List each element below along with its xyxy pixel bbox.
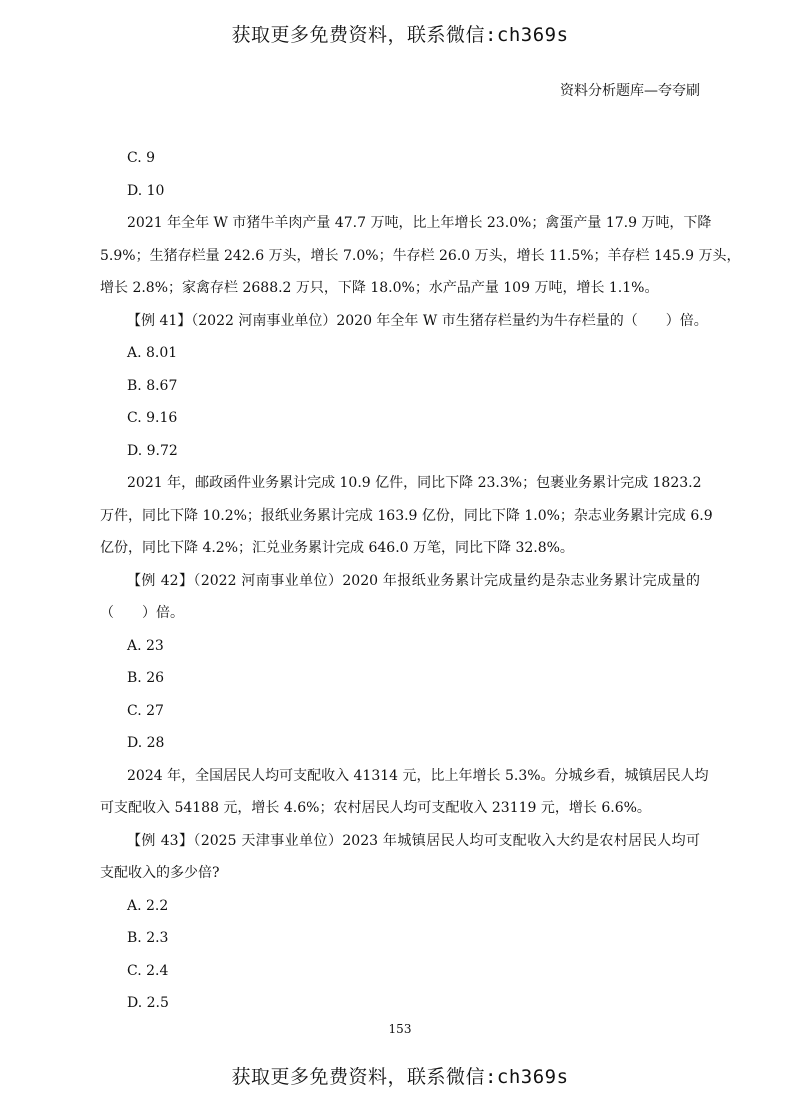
answer-option: B. 8.67 bbox=[127, 377, 178, 394]
paragraph-line: 支配收入的多少倍? bbox=[100, 865, 220, 881]
paragraph-line: 5.9%；生猪存栏量 242.6 万头，增长 7.0%；牛存栏 26.0 万头，增长 11.5%；羊存栏 145.9 万头， bbox=[100, 247, 741, 264]
answer-option: B. 26 bbox=[127, 670, 165, 686]
answer-option: C. 9 bbox=[127, 150, 156, 166]
answer-option: D. 2.5 bbox=[127, 995, 169, 1011]
question-line: 【例 42】（2022 河南事业单位）2020 年报纸业务累计完成量约是杂志业务累计完成量的 bbox=[127, 572, 700, 589]
answer-option: D. 9.72 bbox=[127, 442, 178, 459]
answer-option: B. 2.3 bbox=[127, 930, 169, 946]
answer-option: A. 2.2 bbox=[127, 897, 169, 914]
paragraph-line: 2021 年，邮政函件业务累计完成 10.9 亿件，同比下降 23.3%；包裹业务累计完成 1823.2 bbox=[127, 475, 702, 491]
paragraph-line: 万件，同比下降 10.2%；报纸业务累计完成 163.9 亿份，同比下降 1.0%；杂志业务累计完成 6.9 bbox=[100, 507, 713, 524]
running-header: 资料分析题库—夸夸刷 bbox=[560, 83, 700, 99]
paragraph-line: 2021 年全年 W 市猪牛羊肉产量 47.7 万吨，比上年增长 23.0%；禽蛋产量 17.9 万吨，下降 bbox=[127, 215, 712, 231]
question-line: 【例 43】（2025 天津事业单位）2023 年城镇居民人均可支配收入大约是农村居民人均可 bbox=[127, 832, 700, 849]
answer-option: A. 23 bbox=[127, 637, 164, 654]
paragraph-line: 可支配收入 54188 元，增长 4.6%；农村居民人均可支配收入 23119 元，增长 6.6%。 bbox=[100, 800, 651, 816]
paragraph-line: （ ）倍。 bbox=[100, 605, 184, 621]
answer-option: C. 2.4 bbox=[127, 962, 169, 979]
watermark-top: 获取更多免费资料，联系微信:ch369s bbox=[231, 24, 569, 46]
answer-option: C. 27 bbox=[127, 702, 164, 719]
answer-option: D. 28 bbox=[127, 735, 165, 751]
watermark-bottom: 获取更多免费资料，联系微信:ch369s bbox=[231, 1066, 569, 1088]
paragraph-line: 2024 年，全国居民人均可支配收入 41314 元，比上年增长 5.3%。分城乡看，城镇居民人均 bbox=[127, 767, 709, 784]
question-line: 【例 41】（2022 河南事业单位）2020 年全年 W 市生猪存栏量约为牛存栏量的（ ）倍。 bbox=[127, 312, 708, 329]
paragraph-line: 增长 2.8%；家禽存栏 2688.2 万只，下降 18.0%；水产品产量 109 万吨，增长 1.1%。 bbox=[100, 280, 659, 296]
page-content bbox=[100, 148, 741, 1026]
paragraph-line: 亿份，同比下降 4.2%；汇兑业务累计完成 646.0 万笔，同比下降 32.8%。 bbox=[100, 540, 574, 556]
answer-option: A. 8.01 bbox=[127, 345, 178, 361]
answer-option: D. 10 bbox=[127, 182, 165, 199]
page-number: 153 bbox=[388, 1022, 412, 1036]
answer-option: C. 9.16 bbox=[127, 410, 178, 426]
